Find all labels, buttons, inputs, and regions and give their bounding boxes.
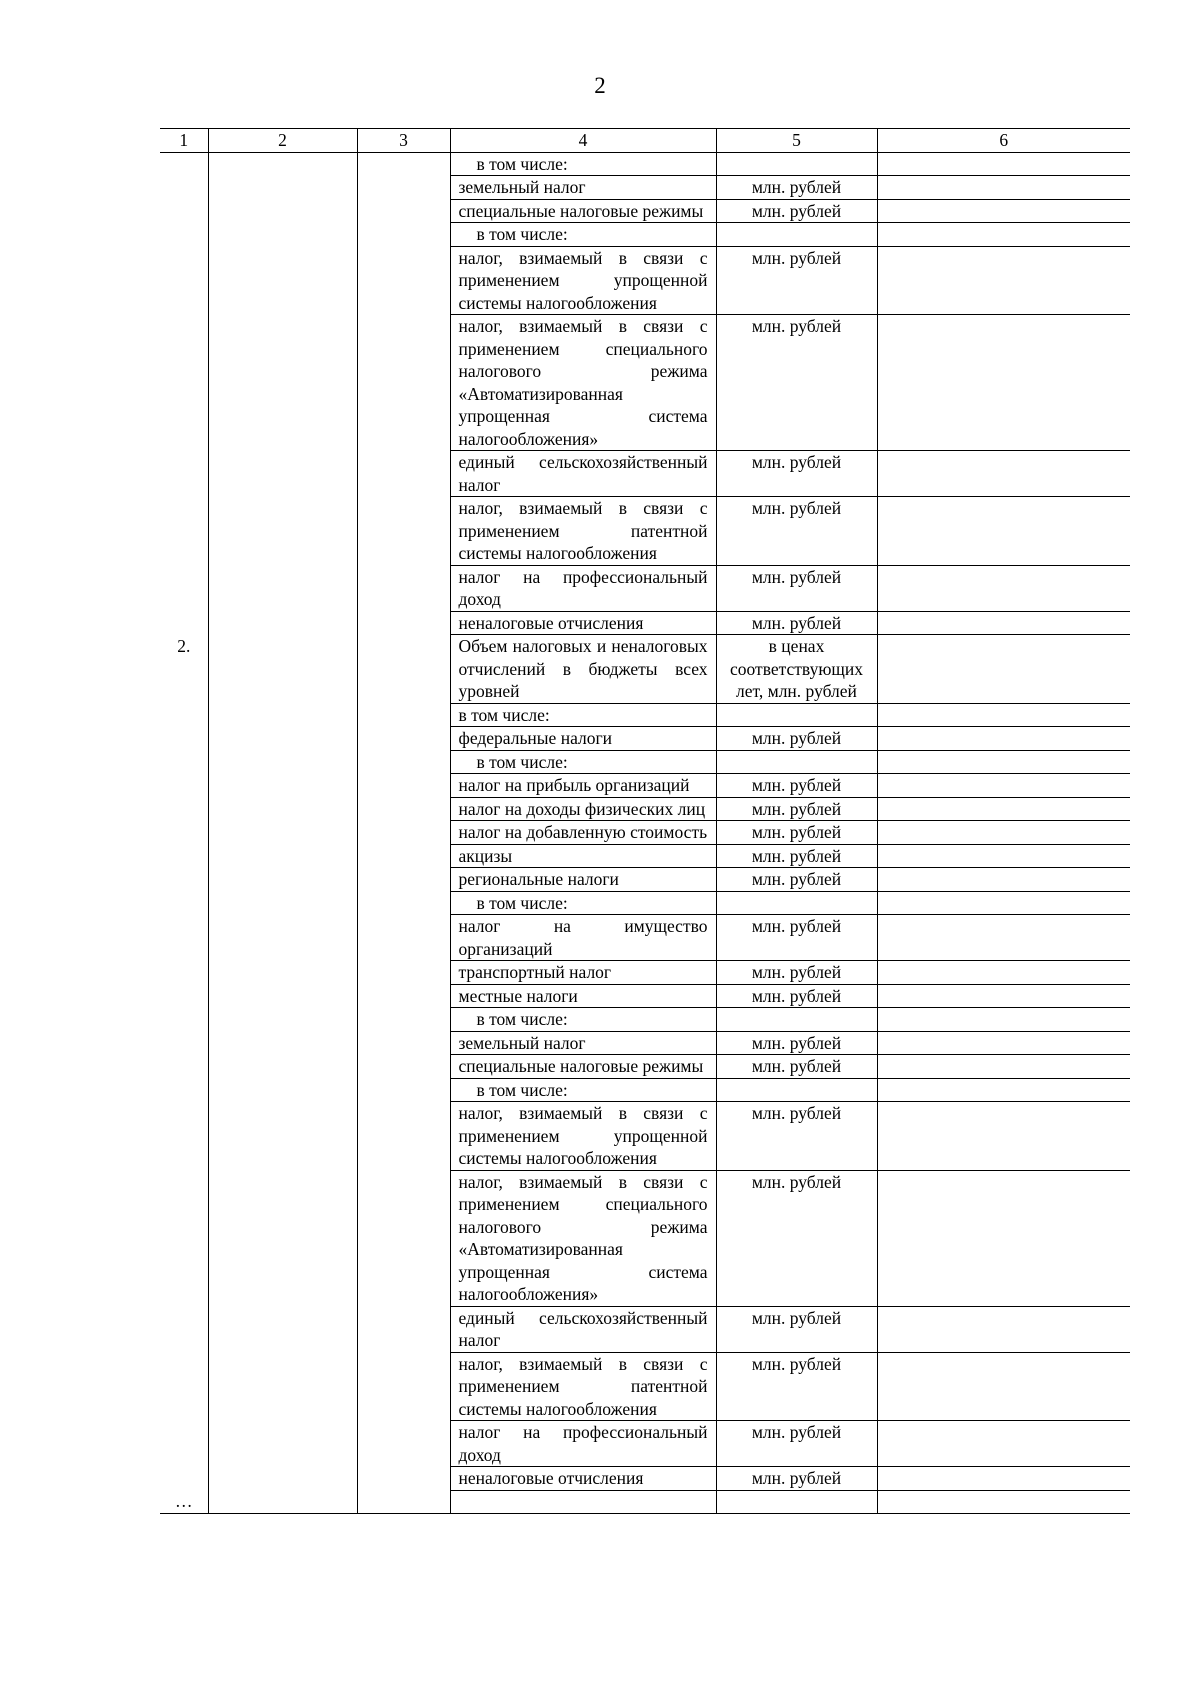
indicator-name-cell: специальные налоговые режимы [450, 1055, 716, 1079]
indicator-name-cell: единый сельскохозяйственный налог [450, 1306, 716, 1352]
indicator-name-cell: налог, взимаемый в связи с применением упрощенной системы налогообложения [450, 246, 716, 315]
row-number-cell [160, 635, 208, 1491]
indicator-name-cell: налог, взимаемый в связи с применением специального налогового режима «Автоматизированная упрощенная система налогообложения» [450, 315, 716, 451]
table-header-row [160, 129, 1130, 153]
indicator-name-cell: налог на имущество организаций [450, 915, 716, 961]
value-cell [877, 635, 1130, 704]
unit-cell [716, 750, 877, 774]
column-3-cell [357, 152, 450, 635]
header-cell: 2 [208, 129, 357, 153]
unit-cell [716, 891, 877, 915]
indicator-name-cell: налог на добавленную стоимость [450, 821, 716, 845]
value-cell [877, 915, 1130, 961]
indicator-name-cell: налог, взимаемый в связи с применением патентной системы налогообложения [450, 497, 716, 566]
unit-cell: млн. рублей [716, 1170, 877, 1306]
value-cell [877, 868, 1130, 892]
value-cell [877, 844, 1130, 868]
value-cell [877, 750, 1130, 774]
value-cell [877, 611, 1130, 635]
header-cell: 5 [716, 129, 877, 153]
indicator-name-cell: неналоговые отчисления [450, 611, 716, 635]
unit-cell: млн. рублей [716, 774, 877, 798]
indicator-name-cell: налог, взимаемый в связи с применением патентной системы налогообложения [450, 1352, 716, 1421]
value-cell [877, 199, 1130, 223]
indicator-name-cell: региональные налоги [450, 868, 716, 892]
unit-cell: млн. рублей [716, 915, 877, 961]
unit-cell: млн. рублей [716, 1467, 877, 1491]
value-cell [877, 961, 1130, 985]
indicator-name-cell: в том числе: [450, 152, 716, 176]
unit-cell: млн. рублей [716, 246, 877, 315]
value-cell [877, 984, 1130, 1008]
value-cell [877, 152, 1130, 176]
unit-cell: млн. рублей [716, 984, 877, 1008]
indicator-table [160, 128, 1130, 1514]
empty-cell [450, 1490, 716, 1513]
unit-cell: млн. рублей [716, 315, 877, 451]
indicator-name-cell: налог на профессиональный доход [450, 565, 716, 611]
value-cell [877, 774, 1130, 798]
unit-cell: млн. рублей [716, 961, 877, 985]
unit-cell: млн. рублей [716, 797, 877, 821]
indicator-name-cell: в том числе: [450, 1078, 716, 1102]
unit-cell [716, 152, 877, 176]
indicator-name-cell: налог, взимаемый в связи с применением упрощенной системы налогообложения [450, 1102, 716, 1171]
value-cell [877, 1055, 1130, 1079]
value-cell [877, 315, 1130, 451]
indicator-name-cell: местные налоги [450, 984, 716, 1008]
indicator-name-cell: единый сельскохозяйственный налог [450, 451, 716, 497]
indicator-name-cell: налог на профессиональный доход [450, 1421, 716, 1467]
header-cell: 3 [357, 129, 450, 153]
unit-cell: млн. рублей [716, 1352, 877, 1421]
indicator-name-cell: акцизы [450, 844, 716, 868]
header-cell: 1 [160, 129, 208, 153]
value-cell [877, 1421, 1130, 1467]
indicator-name-cell: специальные налоговые режимы [450, 199, 716, 223]
unit-cell: млн. рублей [716, 497, 877, 566]
value-cell [877, 1306, 1130, 1352]
unit-cell: млн. рублей [716, 565, 877, 611]
indicator-name-cell: в том числе: [450, 750, 716, 774]
row-number-cell [160, 152, 208, 635]
value-cell [877, 223, 1130, 247]
value-cell [877, 1078, 1130, 1102]
empty-cell [716, 1490, 877, 1513]
empty-cell [357, 1490, 450, 1513]
header-cell: 4 [450, 129, 716, 153]
value-cell [877, 1008, 1130, 1032]
value-cell [877, 1352, 1130, 1421]
unit-cell: млн. рублей [716, 844, 877, 868]
value-cell [877, 176, 1130, 200]
value-cell [877, 1467, 1130, 1491]
value-cell [877, 727, 1130, 751]
empty-cell [208, 1490, 357, 1513]
table-row [160, 1490, 1130, 1513]
value-cell [877, 246, 1130, 315]
indicator-name-cell: в том числе: [450, 891, 716, 915]
table-row [160, 635, 1130, 704]
unit-cell: млн. рублей [716, 1306, 877, 1352]
unit-cell [716, 1008, 877, 1032]
unit-cell: млн. рублей [716, 727, 877, 751]
value-cell [877, 1102, 1130, 1171]
value-cell [877, 1170, 1130, 1306]
value-cell [877, 1031, 1130, 1055]
value-cell [877, 821, 1130, 845]
column-3-cell [357, 635, 450, 1491]
unit-cell: млн. рублей [716, 1055, 877, 1079]
unit-cell [716, 703, 877, 727]
indicator-name-cell: налог, взимаемый в связи с применением специального налогового режима «Автоматизированная упрощенная система налогообложения» [450, 1170, 716, 1306]
indicator-name-cell: в том числе: [450, 223, 716, 247]
value-cell [877, 797, 1130, 821]
unit-cell: в ценах соответствующих лет, млн. рублей [716, 635, 877, 704]
ellipsis-cell: … [160, 1490, 208, 1513]
unit-cell: млн. рублей [716, 1102, 877, 1171]
indicator-name-cell: земельный налог [450, 1031, 716, 1055]
page-number: 2 [594, 73, 606, 98]
value-cell [877, 891, 1130, 915]
indicator-name-cell: налог на прибыль организаций [450, 774, 716, 798]
indicator-name-cell: в том числе: [450, 1008, 716, 1032]
unit-cell: млн. рублей [716, 176, 877, 200]
indicator-name-cell: налог на доходы физических лиц [450, 797, 716, 821]
empty-cell [877, 1490, 1130, 1513]
unit-cell: млн. рублей [716, 868, 877, 892]
unit-cell [716, 1078, 877, 1102]
unit-cell: млн. рублей [716, 199, 877, 223]
column-2-cell [208, 152, 357, 635]
unit-cell [716, 223, 877, 247]
table-row [160, 152, 1130, 176]
unit-cell: млн. рублей [716, 451, 877, 497]
indicator-name-cell: неналоговые отчисления [450, 1467, 716, 1491]
unit-cell: млн. рублей [716, 821, 877, 845]
indicator-name-cell: федеральные налоги [450, 727, 716, 751]
indicator-name-cell: транспортный налог [450, 961, 716, 985]
column-2-cell [208, 635, 357, 1491]
value-cell [877, 703, 1130, 727]
unit-cell: млн. рублей [716, 611, 877, 635]
unit-cell: млн. рублей [716, 1421, 877, 1467]
header-cell: 6 [877, 129, 1130, 153]
value-cell [877, 497, 1130, 566]
indicator-name-cell: земельный налог [450, 176, 716, 200]
unit-cell: млн. рублей [716, 1031, 877, 1055]
indicator-name-cell: Объем налоговых и неналоговых отчислений в бюджеты всех уровней [450, 635, 716, 704]
value-cell [877, 565, 1130, 611]
row-number: 2. [177, 635, 191, 656]
indicator-name-cell: в том числе: [450, 703, 716, 727]
value-cell [877, 451, 1130, 497]
